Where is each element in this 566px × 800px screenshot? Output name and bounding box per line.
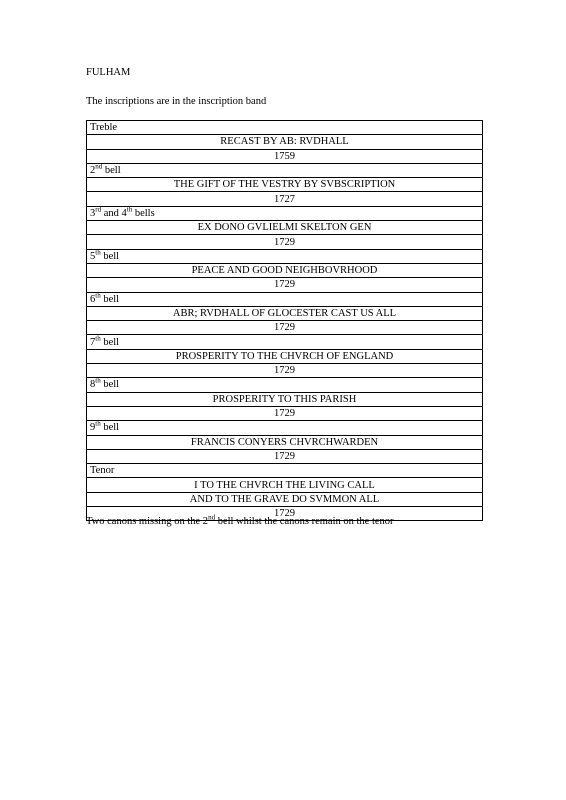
inscription-row: [87, 221, 483, 235]
inscription-row: [87, 263, 483, 277]
inscription-row: [87, 149, 483, 163]
inscription-row: [87, 406, 483, 420]
page-title: FULHAM: [86, 67, 131, 78]
bell-label-suffix: bell: [100, 336, 120, 348]
page-subtitle: The inscriptions are in the inscription band: [86, 96, 267, 107]
bell-label: [87, 292, 483, 306]
bell-label: [87, 464, 483, 478]
bell-label-row: [87, 378, 483, 392]
bell-label-superscript: nd: [95, 162, 103, 171]
inscription-text: 1729: [87, 235, 483, 249]
bell-label-text: Tenor: [90, 465, 115, 477]
bell-label-row: [87, 421, 483, 435]
inscription-text: 1729: [87, 278, 483, 292]
inscription-row: [87, 492, 483, 506]
bell-label-suffix: bell: [100, 422, 120, 434]
inscription-row: [87, 178, 483, 192]
inscription-text: 1729: [87, 321, 483, 335]
inscription-row: [87, 364, 483, 378]
note-text-before: Two canons missing on the 2: [86, 516, 209, 527]
bell-label-row: [87, 292, 483, 306]
bell-label: [87, 335, 483, 349]
inscription-text: 1729: [87, 406, 483, 420]
inscription-text: AND TO THE GRAVE DO SVMMON ALL: [87, 492, 483, 506]
bell-label-suffix: bell: [100, 293, 120, 305]
note-superscript: nd: [208, 513, 216, 522]
inscription-text: PEACE AND GOOD NEIGHBOVRHOOD: [87, 263, 483, 277]
inscription-row: [87, 321, 483, 335]
inscription-text: 1729: [87, 364, 483, 378]
inscription-text: 1759: [87, 149, 483, 163]
inscription-text: PROSPERITY TO THE CHVRCH OF ENGLAND: [87, 349, 483, 363]
inscriptions-table: [86, 120, 483, 521]
inscription-row: [87, 349, 483, 363]
bell-label-superscript: th: [95, 334, 101, 343]
inscription-text: 1729: [87, 507, 483, 521]
inscription-row: [87, 449, 483, 463]
inscription-text: FRANCIS CONYERS CHVRCHWARDEN: [87, 435, 483, 449]
bell-label-text: 8: [90, 379, 96, 391]
bell-label-superscript: rd: [95, 205, 102, 214]
bell-label: [87, 421, 483, 435]
inscription-row: [87, 235, 483, 249]
bell-label-superscript: th: [95, 248, 101, 257]
bell-label: [87, 249, 483, 263]
bell-label: [87, 121, 483, 135]
bell-label-row: [87, 335, 483, 349]
bell-label-superscript: th: [95, 291, 101, 300]
bell-label-row: [87, 163, 483, 177]
bell-label-text: 5: [90, 250, 96, 262]
bell-label: [87, 163, 483, 177]
bell-label: [87, 206, 483, 220]
bell-label-text: 7: [90, 336, 96, 348]
inscription-row: [87, 392, 483, 406]
bell-label-text: 2: [90, 165, 96, 177]
inscription-row: [87, 135, 483, 149]
inscription-text: RECAST BY AB: RVDHALL: [87, 135, 483, 149]
inscription-row: [87, 192, 483, 206]
bell-label-suffix: and 4: [101, 207, 127, 219]
inscription-row: [87, 478, 483, 492]
bell-label-row: [87, 464, 483, 478]
bell-label-row: [87, 121, 483, 135]
inscription-text: ABR; RVDHALL OF GLOCESTER CAST US ALL: [87, 306, 483, 320]
inscription-text: EX DONO GVLIELMI SKELTON GEN: [87, 221, 483, 235]
inscription-row: [87, 435, 483, 449]
bell-label-suffix: bell: [100, 379, 120, 391]
bell-label-superscript: th: [95, 419, 101, 428]
bell-label-text: 3: [90, 207, 96, 219]
bell-label-text: 6: [90, 293, 96, 305]
bell-label-superscript: th: [95, 376, 101, 385]
bell-label-row: [87, 206, 483, 220]
bell-label-text: Treble: [90, 122, 118, 134]
bell-label-suffix: bell: [102, 165, 121, 177]
inscription-text: PROSPERITY TO THIS PARISH: [87, 392, 483, 406]
inscription-text: 1727: [87, 192, 483, 206]
bell-label-text: 9: [90, 422, 96, 434]
inscription-row: [87, 306, 483, 320]
bell-label-row: [87, 249, 483, 263]
inscription-text: THE GIFT OF THE VESTRY BY SVBSCRIPTION: [87, 178, 483, 192]
inscription-text: I TO THE CHVRCH THE LIVING CALL: [87, 478, 483, 492]
bell-label-suffix: bell: [100, 250, 120, 262]
note-text-after: bell whilst the canons remain on the tenor: [215, 516, 394, 527]
bell-label-superscript-2: th: [126, 205, 133, 214]
inscription-text: 1729: [87, 449, 483, 463]
inscription-row: [87, 278, 483, 292]
bell-label: [87, 378, 483, 392]
bell-label-suffix-2: bells: [132, 207, 155, 219]
